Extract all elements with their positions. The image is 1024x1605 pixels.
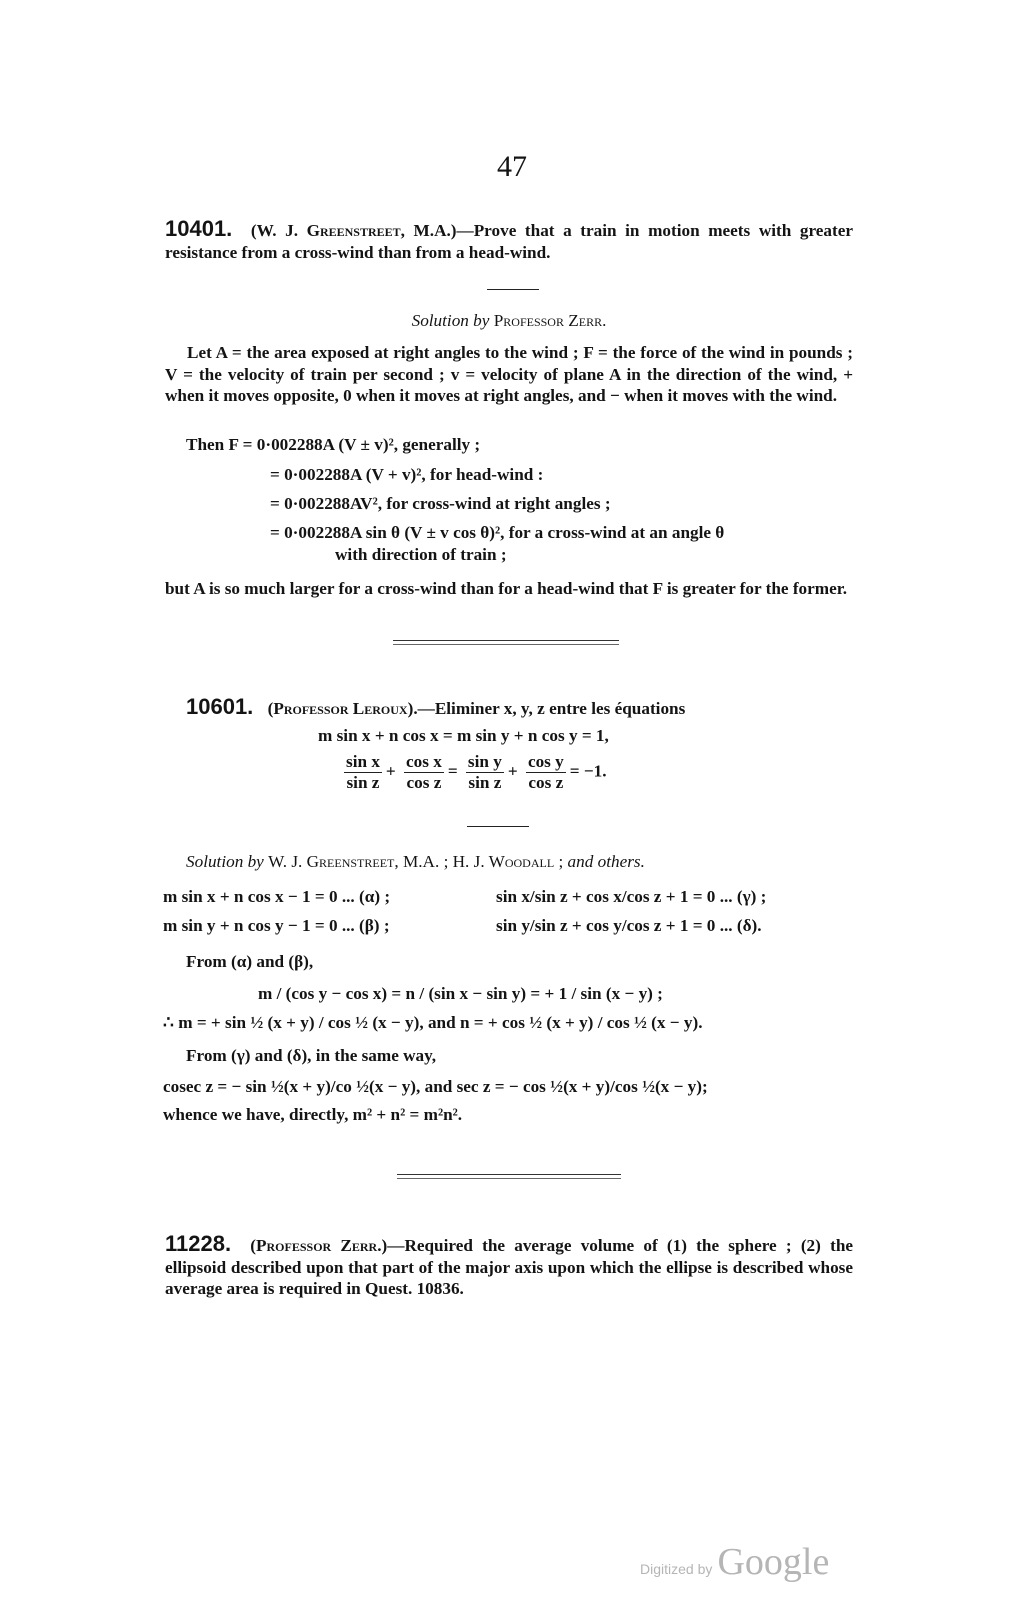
- equation-fractions: [340, 752, 607, 793]
- equation-2: = 0·002288A (V + v)², for head-wind :: [270, 465, 544, 484]
- equation-line: cosec z = − sin ½(x + y)/co ½(x − y), and sec z = − cos ½(x + y)/cos ½(x − y);: [163, 1077, 708, 1096]
- solution-authors: W. J. Greenstreet, M.A. ; H. J. Woodall ;: [268, 852, 564, 871]
- watermark-prefix: Digitized by: [640, 1561, 713, 1577]
- operator: =: [447, 761, 458, 781]
- equation-line: ∴ m = + sin ½ (x + y) / cos ½ (x − y), and n = + cos ½ (x + y) / cos ½ (x − y).: [163, 1013, 703, 1032]
- equation-gamma: sin x/sin z + cos x/cos z + 1 = 0 ... (γ) ;: [496, 887, 767, 906]
- text-line: From (α) and (β),: [186, 952, 314, 971]
- equation-4-continued: with direction of train ;: [335, 545, 507, 564]
- question-10601: [186, 694, 685, 720]
- question-11228: [165, 1233, 853, 1300]
- section-divider: [393, 640, 619, 645]
- fraction: $\frac{\text{cos x}}{\text{cos z}}$: [406, 752, 442, 792]
- question-number: 11228.: [165, 1231, 232, 1256]
- short-rule: [487, 289, 539, 290]
- conclusion-paragraph: but A is so much larger for a cross-wind than for a head-wind that F is greater for the former.: [165, 579, 848, 598]
- question-author: (Professor Leroux).: [267, 699, 418, 718]
- equation-line: m / (cos y − cos x) = n / (sin x − sin y) = + 1 / sin (x − y) ;: [258, 984, 663, 1003]
- text-line: From (γ) and (δ), in the same way,: [186, 1046, 437, 1065]
- text-line: whence we have, directly, m² + n² = m²n².: [163, 1105, 463, 1124]
- solution-heading: [165, 311, 853, 331]
- equation-4: = 0·002288A sin θ (V ± v cos θ)², for a cross-wind at an angle θ: [270, 523, 725, 542]
- solution-heading: [186, 852, 645, 872]
- equation-beta: m sin y + n cos y − 1 = 0 ... (β) ;: [163, 916, 390, 935]
- fraction: $\frac{\text{sin x}}{\text{sin z}}$: [346, 752, 380, 792]
- equation-delta: sin y/sin z + cos y/cos z + 1 = 0 ... (δ).: [496, 916, 762, 935]
- equation-a: m sin x + n cos x = m sin y + n cos y = 1,: [318, 726, 609, 745]
- google-watermark: [640, 1540, 829, 1584]
- question-author: (W. J. Greenstreet, M.A.): [250, 221, 457, 240]
- solution-label: Solution by: [186, 852, 264, 871]
- fraction: $\frac{\text{sin y}}{\text{sin z}}$: [467, 752, 502, 792]
- question-10401: [165, 218, 853, 263]
- short-rule: [467, 826, 529, 827]
- solution-author: Professor Zerr.: [493, 311, 607, 330]
- question-text: —Eliminer x, y, z entre les équations: [417, 699, 686, 718]
- equation-3: = 0·002288AV², for cross-wind at right angles ;: [270, 494, 611, 513]
- page-number: 47: [497, 150, 527, 183]
- solution-label: Solution by: [411, 311, 490, 330]
- operator: +: [507, 761, 518, 781]
- section-divider: [397, 1174, 621, 1179]
- solution-paragraph: Let A = the area exposed at right angles to the wind ; F = the force of the wind in pounds ; V = the velocity of train per second ; v = velocity of plane A in the direction of the wind, + when it moves opposite, 0 when it moves at right angles, and − when it moves with the wind.: [165, 343, 853, 405]
- question-author: (Professor Zerr.): [250, 1236, 388, 1255]
- equation-alpha: m sin x + n cos x − 1 = 0 ... (α) ;: [163, 887, 391, 906]
- fraction: $\frac{\text{cos y}}{\text{cos z}}$: [527, 752, 564, 792]
- google-logo: Google: [717, 1541, 830, 1583]
- operator: = −1.: [569, 761, 607, 781]
- question-number: 10601.: [186, 694, 254, 719]
- question-text: —Prove that a train in motion meets with greater resistance from a cross-wind than from a head-wind.: [165, 221, 853, 262]
- equation-1: Then F = 0·002288A (V ± v)², generally ;: [186, 435, 481, 454]
- operator: +: [385, 761, 396, 781]
- question-text: —Required the average volume of (1) the sphere ; (2) the ellipsoid described upon that part of the major axis upon which the ellipse is described whose average area is required in Quest. 10836.: [165, 1236, 854, 1298]
- solution-others: and others.: [567, 852, 645, 871]
- question-number: 10401.: [165, 216, 233, 241]
